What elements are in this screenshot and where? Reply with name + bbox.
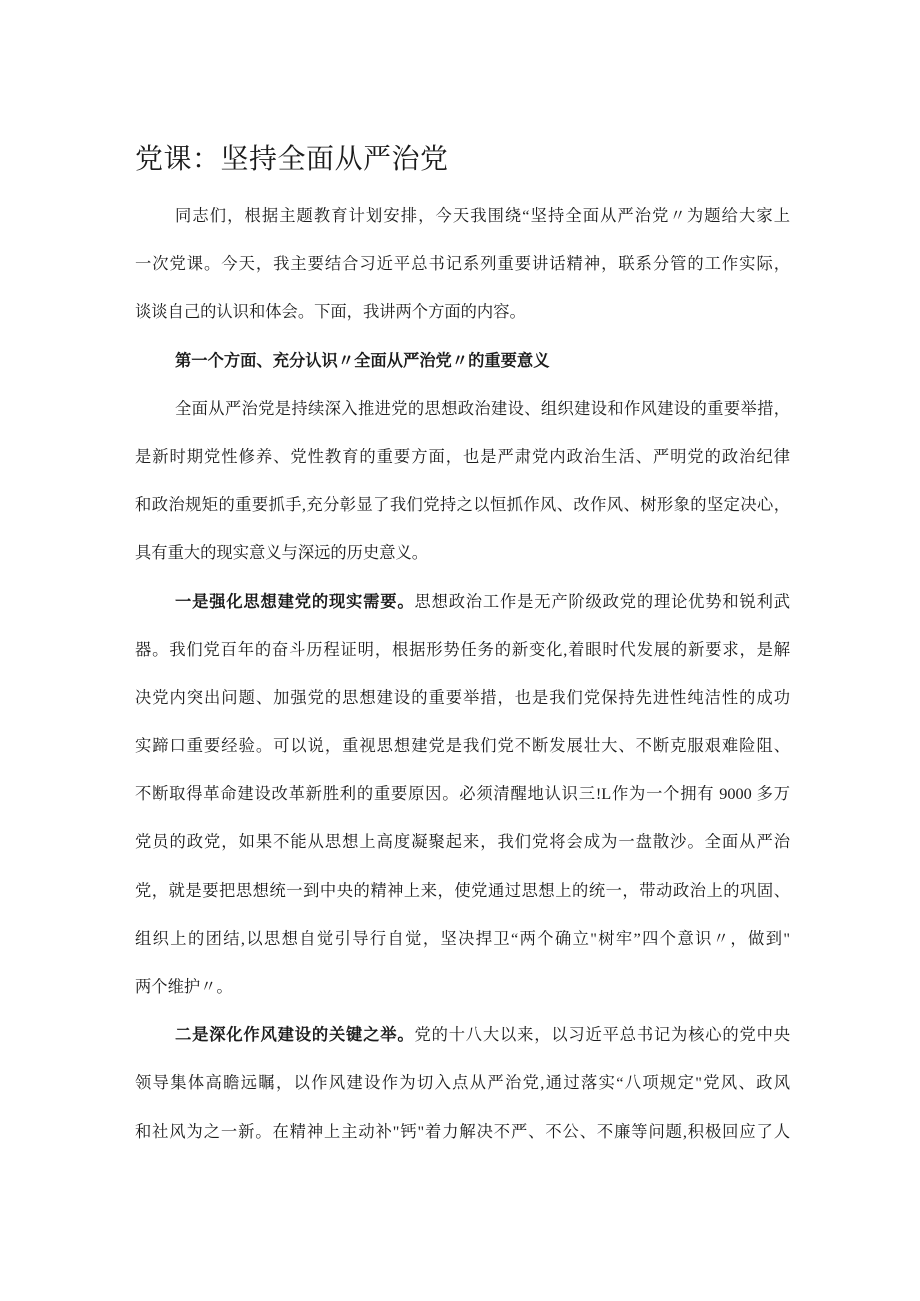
paragraph-line: 和政治规矩的重要抓手,充分彰显了我们党持之以恒抓作风、改作风、树形象的坚定决心， <box>135 495 790 515</box>
document-title: 党课：坚持全面从严治党 <box>135 144 449 175</box>
paragraph-line: 党员的政党，如果不能从思想上高度凝聚起来，我们党将会成为一盘散沙。全面从严治 <box>135 832 790 852</box>
paragraph-line: 是新时期党性修养、党性教育的重要方面，也是严肃党内政治生活、严明党的政治纪律 <box>135 446 790 466</box>
paragraph-line: 和社风为之一新。在精神上主动补"钙"着力解决不严、不公、不廉等问题,积极回应了人 <box>135 1121 790 1141</box>
paragraph-text: 党的十八大以来，以习近平总书记为核心的党中央 <box>414 1025 790 1045</box>
paragraph-line: 实蹄口重要经验。可以说，重视思想建党是我们党不断发展壮大、不断克服艰难险阻、 <box>135 736 790 756</box>
paragraph-line: 全面从严治党是持续深入推进党的思想政治建设、组织建设和作风建设的重要举措， <box>175 398 790 418</box>
paragraph-overview <box>135 385 790 578</box>
paragraph-point-one <box>135 578 790 1012</box>
document-body <box>135 192 790 1156</box>
paragraph-line <box>135 578 790 626</box>
paragraph-line: 领导集体高瞻远瞩，以作风建设作为切入点从严治党,通过落实“八项规定"党风、政风 <box>135 1073 790 1093</box>
section-heading: 第一个方面、充分认识〃全面从严治党〃的重要意义 <box>175 350 550 370</box>
paragraph-lead: 一是强化思想建党的现实需要。 <box>175 591 415 611</box>
paragraph-line: 党，就是要把思想统一到中央的精神上来，使党通过思想上的统一，带动政治上的巩固、 <box>135 880 790 900</box>
paragraph-point-two <box>135 1011 790 1156</box>
paragraph-line: 具有重大的现实意义与深远的历史意义。 <box>135 543 429 563</box>
paragraph-line: 两个维护〃。 <box>135 977 233 996</box>
paragraph-line: 不断取得革命建设改革新胜利的重要原因。必须清醒地认识三!L作为一个拥有 9000 多万 <box>135 784 790 804</box>
paragraph-intro <box>135 192 790 337</box>
paragraph-line: 谈谈自己的认识和体会。下面，我讲两个方面的内容。 <box>135 302 526 322</box>
paragraph-lead: 二是深化作风建设的关键之举。 <box>175 1025 415 1045</box>
paragraph-text: 思想政治工作是无产阶级政党的理论优势和锐利武 <box>414 591 790 611</box>
paragraph-line: 决党内突出问题、加强党的思想建设的重要举措，也是我们党保持先进性纯洁性的成功 <box>135 687 790 707</box>
paragraph-line <box>135 1011 790 1059</box>
paragraph-line: 一次党课。今天，我主要结合习近平总书记系列重要讲话精神，联系分管的工作实际， <box>135 254 790 274</box>
paragraph-line: 器。我们党百年的奋斗历程证明，根据形势任务的新变化,着眼时代发展的新要求，是解 <box>135 639 790 659</box>
paragraph-line: 组织上的团结,以思想自觉引导行自觉，坚决捍卫“两个确立"树牢”四个意识〃，做到" <box>135 928 790 948</box>
paragraph-line: 同志们，根据主题教育计划安排，今天我围绕“坚持全面从严治党〃为题给大家上 <box>175 206 790 225</box>
